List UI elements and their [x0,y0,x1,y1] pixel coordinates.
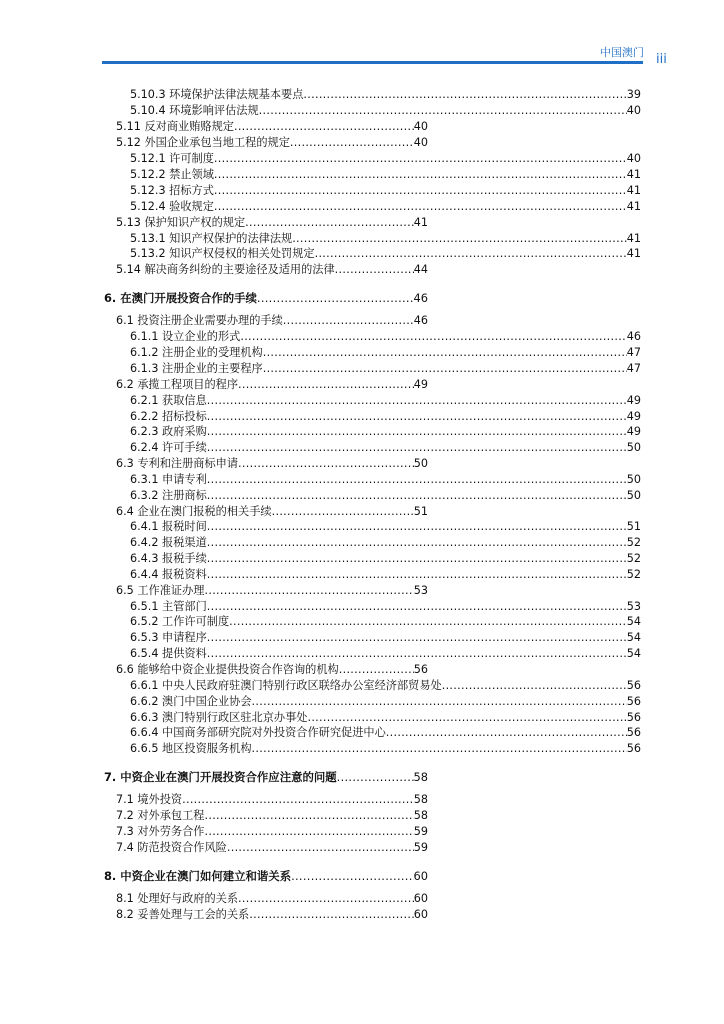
toc-entry[interactable]: 6.6.1 中央人民政府驻澳门特别行政区联络办公室经济部贸易处 ..... 56 [130,678,641,694]
toc-entry[interactable]: 6.4 企业在澳门报税的相关手续 ..... 51 [116,504,428,520]
toc-entry[interactable]: 6.4.2 报税渠道 ..... 52 [130,535,641,551]
toc-entry[interactable]: 7.3 对外劳务合作 ..... 59 [116,824,428,840]
toc-entry[interactable]: 6.3.1 申请专利 ..... 50 [130,472,641,488]
toc-entry[interactable]: 6.6 能够给中资企业提供投资合作咨询的机构 ..... 56 [116,662,428,678]
toc-entry[interactable]: 6.1.1 设立企业的形式 ..... 46 [130,329,641,345]
header-title: 中国澳门 [600,46,644,59]
toc-entry[interactable]: 6.5 工作准证办理 ..... 53 [116,583,428,599]
toc-entry[interactable]: 8.1 处理好与政府的关系 ..... 60 [116,891,428,907]
toc-entry[interactable]: 5.12 外国企业承包当地工程的规定 ..... 40 [116,135,428,151]
toc-chapter[interactable]: 6. 在澳门开展投资合作的手续 ..... 46 [104,290,428,306]
toc-entry[interactable]: 6.6.4 中国商务部研究院对外投资合作研究促进中心 ..... 56 [130,725,641,741]
toc-entry[interactable]: 5.13.1 知识产权保护的法律法规 ..... 41 [130,231,641,247]
toc-entry[interactable]: 6.1 投资注册企业需要办理的手续 ..... 46 [116,313,428,329]
toc-chapter[interactable]: 7. 中资企业在澳门开展投资合作应注意的问题 ..... 58 [104,769,428,785]
toc-entry[interactable]: 6.4.4 报税资料 ..... 52 [130,567,641,583]
toc-entry[interactable]: 6.3 专利和注册商标申请 ..... 50 [116,456,428,472]
toc-entry[interactable]: 5.12.3 招标方式 ..... 41 [130,183,641,199]
toc-entry[interactable]: 6.5.2 工作许可制度 ..... 54 [130,614,641,630]
toc-entry[interactable]: 6.3.2 注册商标 ..... 50 [130,488,641,504]
toc-entry[interactable]: 7.2 对外承包工程 ..... 58 [116,808,428,824]
header-page-number: iii [656,52,667,67]
toc-entry[interactable]: 6.4.3 报税手续 ..... 52 [130,551,641,567]
toc-entry[interactable]: 5.12.4 验收规定 ..... 41 [130,199,641,215]
toc-entry[interactable]: 6.1.3 注册企业的主要程序 ..... 47 [130,361,641,377]
toc-entry[interactable]: 6.5.1 主管部门 ..... 53 [130,599,641,615]
toc-entry[interactable]: 6.2 承揽工程项目的程序 ..... 49 [116,377,428,393]
toc-entry[interactable]: 7.1 境外投资 ..... 58 [116,792,428,808]
toc-entry[interactable]: 5.10.3 环境保护法律法规基本要点 ..... 39 [130,87,641,103]
toc-entry[interactable]: 6.1.2 注册企业的受理机构 ..... 47 [130,345,641,361]
toc-entry[interactable]: 5.12.2 禁止领域 ..... 41 [130,167,641,183]
toc-entry[interactable]: 6.6.2 澳门中国企业协会 ..... 56 [130,694,641,710]
toc-entry[interactable]: 5.11 反对商业贿赂规定 ..... 40 [116,119,428,135]
toc-entry[interactable]: 5.14 解决商务纠纷的主要途径及适用的法律 ..... 44 [116,262,428,278]
toc-chapter[interactable]: 8. 中资企业在澳门如何建立和谐关系 ..... 60 [104,868,428,884]
toc-entry[interactable]: 6.4.1 报税时间 ..... 51 [130,519,641,535]
toc-entry[interactable]: 6.6.5 地区投资服务机构 ..... 56 [130,741,641,757]
toc-entry[interactable]: 6.2.4 许可手续 ..... 50 [130,440,641,456]
toc-entry[interactable]: 7.4 防范投资合作风险 ..... 59 [116,840,428,856]
toc-entry[interactable]: 6.2.2 招标投标 ..... 49 [130,409,641,425]
toc-entry[interactable]: 5.13.2 知识产权侵权的相关处罚规定 ..... 41 [130,246,641,262]
toc-entry[interactable]: 6.2.3 政府采购 ..... 49 [130,424,641,440]
toc-entry[interactable]: 6.6.3 澳门特别行政区驻北京办事处 ..... 56 [130,710,641,726]
toc-entry[interactable]: 6.5.4 提供资料 ..... 54 [130,646,641,662]
toc-entry[interactable]: 5.10.4 环境影响评估法规 ..... 40 [130,103,641,119]
toc-entry[interactable]: 6.2.1 获取信息 ..... 49 [130,393,641,409]
toc-entry[interactable]: 5.13 保护知识产权的规定 ..... 41 [116,215,428,231]
toc-entry[interactable]: 5.12.1 许可制度 ..... 40 [130,151,641,167]
toc-entry[interactable]: 8.2 妥善处理与工会的关系 ..... 60 [116,907,428,923]
toc-entry[interactable]: 6.5.3 申请程序 ..... 54 [130,630,641,646]
